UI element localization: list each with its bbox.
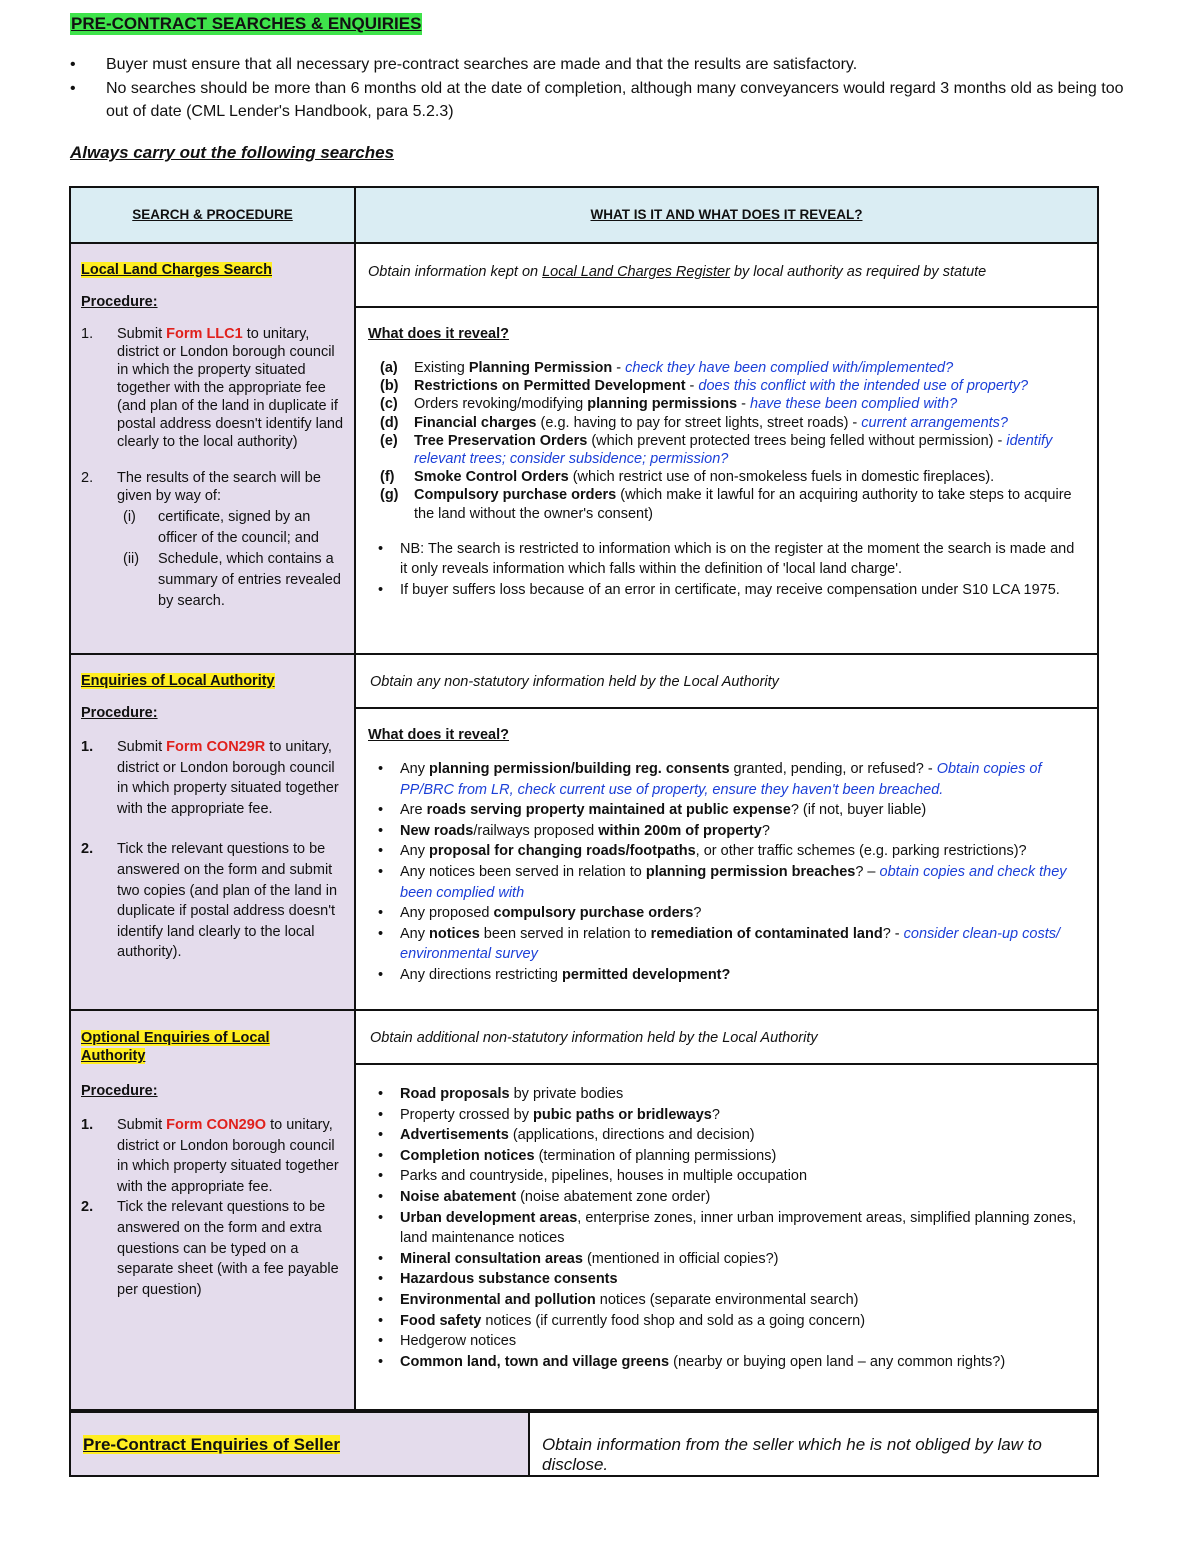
llc-desc-cell: [356, 244, 1097, 306]
item-bold: Environmental and pollution: [400, 1291, 596, 1308]
step-text: Submit: [117, 739, 167, 755]
section-heading: Always carry out the following searches: [70, 143, 395, 162]
row-divider: [71, 242, 1097, 244]
form-con29o: Form CON29O: [166, 1117, 267, 1133]
header-right-label: WHAT IS IT AND WHAT DOES IT REVEAL?: [590, 207, 863, 222]
step-text: to unitary, district or London borough council in which property situated together with the appropriate fee.: [117, 1117, 339, 1195]
oela-steps: [81, 1115, 344, 1300]
step-text: Tick the relevant questions to be answered on the form and extra questions can be typed on a separate sheet (with a fee payable per question): [117, 1199, 339, 1298]
step-text: to unitary, district or London borough council in which the property situated together with the appropriate fee (and plan of the land in duplicate if postal address doesn't identify land clearly to the local authority): [117, 326, 344, 450]
item-text: ?: [711, 1106, 720, 1123]
llc-step-1: [81, 325, 344, 451]
step-text: to unitary, district or London borough council in which property situated together with the appropriate fee.: [117, 739, 339, 817]
ela-item: [368, 759, 1083, 800]
item-text: notices (if currently food shop and sold as a going concern): [481, 1312, 866, 1329]
item-note: obtain copies and check they been complied with: [400, 863, 1067, 901]
llc-step-2: [81, 469, 344, 612]
item-text: (e.g. having to pay for street lights, street roads) -: [536, 414, 862, 431]
item-text: (noise abatement zone order): [516, 1188, 711, 1205]
item-text: (which make it lawful for an acquiring authority to take steps to acquire the land without the owner's consent): [414, 487, 1072, 522]
oela-title: Optional Enquiries of Local Authority: [81, 1030, 270, 1064]
item-letter: (d): [380, 414, 399, 431]
llc-procedure-label: Procedure:: [81, 294, 158, 310]
item-bold: Road proposals: [400, 1086, 510, 1102]
item-bold: Restrictions on Permitted Development: [414, 378, 686, 395]
item-bold: Advertisements: [400, 1127, 509, 1144]
ela-title: Enquiries of Local Authority: [81, 673, 275, 689]
item-bold: pubic paths or bridleways: [532, 1106, 712, 1123]
item-bold: proposal for changing roads/footpaths: [429, 843, 696, 860]
reveal-item: [368, 414, 1083, 432]
ela-description: Obtain any non-statutory information held by the Local Authority: [370, 674, 779, 690]
item-bold: compulsory purchase orders: [493, 905, 694, 922]
oela-item: [368, 1249, 1083, 1270]
seller-table: [69, 1411, 1099, 1477]
sub-text: certificate, signed by an officer of the council; and: [158, 509, 319, 546]
item-text: Property crossed by: [400, 1106, 533, 1123]
item-note: identify relevant trees; consider subsidence; permission?: [414, 432, 1053, 468]
llc-sub-item: [117, 507, 344, 549]
item-bold: remediation of contaminated land: [650, 925, 883, 942]
llc-steps: [81, 325, 344, 612]
ela-left-cell: [71, 655, 354, 1009]
ela-desc-cell: [356, 655, 1097, 707]
item-text: , enterprise zones, inner urban improvement areas, simplified planning zones, land maintenance notices: [400, 1209, 1077, 1247]
item-text: -: [737, 396, 751, 413]
step-number: 1.: [81, 739, 94, 755]
document-title: PRE-CONTRACT SEARCHES & ENQUIRIES: [71, 14, 422, 33]
ela-steps: [81, 737, 344, 963]
item-text: , or other traffic schemes (e.g. parking restrictions)?: [695, 843, 1027, 860]
llc-description: [368, 264, 986, 280]
local-land-charges-register: Local Land Charges Register: [542, 264, 730, 280]
item-bold: Noise abatement: [400, 1188, 517, 1205]
item-note: current arrangements?: [861, 414, 1008, 431]
item-text: Parks and countryside, pipelines, houses in multiple occupation: [400, 1168, 808, 1185]
oela-list: [368, 1084, 1083, 1372]
oela-item: [368, 1290, 1083, 1311]
item-bold: Mineral consultation areas: [400, 1250, 583, 1267]
row-divider: [354, 1063, 1097, 1065]
item-text: -: [685, 378, 699, 395]
step-text: The results of the search will be given by way of:: [117, 470, 321, 504]
oela-step-1: [81, 1115, 344, 1197]
item-bold: Completion notices: [400, 1147, 535, 1164]
ela-item: [368, 821, 1083, 842]
ela-reveal-cell: [356, 709, 1097, 1009]
item-note: consider clean-up costs/ environmental survey: [400, 925, 1061, 963]
ela-item: [368, 800, 1083, 821]
ela-reveal-label: What does it reveal?: [368, 727, 510, 743]
llc-reveal-list: [368, 359, 1083, 523]
searches-table: [69, 186, 1099, 1411]
item-note: have these been complied with?: [750, 396, 958, 413]
item-note: check they have been complied with/implemented?: [625, 360, 954, 376]
reveal-item: [368, 486, 1083, 522]
oela-step-2: [81, 1197, 344, 1300]
oela-procedure-label: Procedure:: [81, 1083, 158, 1099]
llc-notes-list: [368, 539, 1083, 601]
item-bold: Planning Permission: [468, 360, 613, 376]
item-text: (which restrict use of non-smokeless fuels in domestic fireplaces).: [568, 469, 995, 486]
item-note: Obtain copies of PP/BRC from LR, check current use of property, ensure they haven't been breached.: [400, 761, 1042, 798]
item-bold: Compulsory purchase orders: [414, 487, 617, 504]
item-text: Hedgerow notices: [400, 1333, 517, 1350]
ela-step-1: [81, 737, 344, 819]
desc-text: by local authority as required by statute: [729, 264, 987, 280]
item-text: Existing: [414, 360, 469, 376]
oela-item: [368, 1331, 1083, 1352]
item-text: ? (if not, buyer liable): [790, 802, 927, 819]
item-bold: Common land, town and village greens: [400, 1353, 670, 1370]
llc-sub-list: [117, 507, 344, 612]
reveal-item: [368, 432, 1083, 468]
row-divider: [354, 306, 1097, 308]
llc-left-cell: [71, 244, 354, 653]
sub-text: Schedule, which contains a summary of entries revealed by search.: [158, 551, 341, 609]
desc-text: Obtain information kept on: [368, 264, 543, 280]
oela-item: [368, 1208, 1083, 1249]
item-text: Any: [400, 925, 430, 942]
item-text: notices (separate environmental search): [595, 1291, 859, 1308]
item-bold: Tree Preservation Orders: [414, 432, 588, 449]
oela-description: Obtain additional non-statutory information held by the Local Authority: [370, 1030, 818, 1046]
ela-reveal-list: [368, 759, 1083, 986]
row-divider: [71, 1009, 1097, 1011]
item-text: (which prevent protected trees being felled without permission) -: [587, 432, 1007, 449]
item-letter: (c): [380, 396, 398, 413]
oela-item: [368, 1084, 1083, 1105]
oela-item: [368, 1166, 1083, 1187]
seller-description: Obtain information from the seller which he is not obliged by law to disclose.: [542, 1435, 1042, 1474]
item-text: Any proposed: [400, 905, 494, 922]
header-left-cell: [71, 188, 354, 242]
ela-step-2: [81, 839, 344, 963]
step-number: 2.: [81, 470, 94, 486]
item-bold: Smoke Control Orders: [414, 469, 569, 486]
ela-item: [368, 903, 1083, 924]
step-text: Submit: [117, 1117, 167, 1133]
item-bold: Urban development areas: [400, 1209, 578, 1226]
seller-title: Pre-Contract Enquiries of Seller: [83, 1435, 340, 1454]
llc-reveal-cell: [356, 308, 1097, 653]
item-bold: within 200m of property: [598, 822, 762, 839]
item-bold: planning permission breaches: [645, 863, 856, 880]
reveal-item: [368, 359, 1083, 377]
oela-item: [368, 1352, 1083, 1373]
item-bold: roads serving property maintained at public expense: [426, 802, 791, 819]
step-text: Submit: [117, 326, 167, 342]
ela-procedure-label: Procedure:: [81, 705, 158, 721]
oela-item: [368, 1125, 1083, 1146]
ela-item: [368, 862, 1083, 903]
item-text: by private bodies: [509, 1086, 624, 1102]
llc-reveal-label: What does it reveal?: [368, 326, 510, 342]
form-llc1: Form LLC1: [166, 326, 243, 342]
ela-item: [368, 965, 1083, 986]
item-text: (nearby or buying open land – any common rights?): [669, 1353, 1006, 1370]
sub-number: (i): [123, 509, 136, 525]
step-number: 2.: [81, 1199, 94, 1216]
llc-title: Local Land Charges Search: [81, 262, 272, 278]
oela-reveal-cell: [356, 1065, 1097, 1409]
oela-item: [368, 1187, 1083, 1208]
oela-item: [368, 1269, 1083, 1290]
item-note: does this conflict with the intended use of property?: [698, 378, 1029, 395]
item-letter: (b): [380, 378, 399, 395]
header-left-label: SEARCH & PROCEDURE: [132, 207, 293, 222]
reveal-item: [368, 395, 1083, 413]
oela-item: [368, 1146, 1083, 1167]
item-letter: (g): [380, 487, 399, 504]
reveal-item: [368, 468, 1083, 486]
llc-note: • If buyer suffers loss because of an error in certificate, may receive compensation under S10 LCA 1975.: [368, 580, 1083, 601]
item-bold: Financial charges: [414, 414, 537, 431]
item-text: Any: [400, 761, 430, 777]
oela-item: [368, 1311, 1083, 1332]
item-text: -: [612, 360, 626, 376]
oela-desc-cell: [356, 1011, 1097, 1063]
item-text: (applications, directions and decision): [508, 1127, 755, 1144]
item-text: Any: [400, 843, 430, 860]
seller-left-cell: [71, 1413, 528, 1475]
sub-number: (ii): [123, 551, 140, 567]
item-text: /railways proposed: [473, 822, 599, 839]
intro-bullet: • Buyer must ensure that all necessary pre-contract searches are made and that the results are satisfactory.: [70, 53, 1140, 76]
item-text: (mentioned in official copies?): [582, 1250, 779, 1267]
form-con29r: Form CON29R: [166, 739, 266, 755]
llc-sub-item: [117, 549, 344, 612]
item-text: ?: [693, 905, 702, 922]
intro-bullet: • No searches should be more than 6 months old at the date of completion, although many conveyancers would regard 3 months old as being too out of date (CML Lender's Handbook, para 5.2.3): [70, 77, 1140, 123]
item-text: been served in relation to: [479, 925, 651, 942]
item-bold: notices: [429, 925, 480, 942]
step-number: 2.: [81, 841, 94, 858]
intro-bullet-list: [70, 53, 1140, 124]
column-divider: [354, 188, 356, 1409]
item-text: ? -: [882, 925, 904, 942]
item-text: Any notices been served in relation to: [400, 863, 646, 880]
seller-desc-cell: [530, 1413, 1097, 1475]
item-text: Orders revoking/modifying: [414, 396, 588, 413]
ela-item: [368, 841, 1083, 862]
ela-item: [368, 924, 1083, 965]
oela-item: [368, 1105, 1083, 1126]
step-number: 1.: [81, 1117, 94, 1133]
row-divider: [354, 707, 1097, 709]
step-number: 1.: [81, 326, 94, 342]
item-text: (termination of planning permissions): [534, 1147, 777, 1164]
item-letter: (f): [380, 469, 395, 486]
llc-note: • NB: The search is restricted to information which is on the register at the moment the search is made and it only reveals information which falls within the definition of 'local land charge'.: [368, 539, 1083, 580]
item-bold: Food safety: [400, 1312, 482, 1329]
item-text: ? –: [855, 863, 880, 880]
step-text: Tick the relevant questions to be answered on the form and submit two copies (and plan of the land in duplicate if postal address doesn't identify land clearly to the local authority).: [117, 841, 338, 961]
item-text: granted, pending, or refused? -: [729, 761, 937, 777]
reveal-item: [368, 377, 1083, 395]
oela-left-cell: [71, 1011, 354, 1409]
item-text: Are: [400, 802, 427, 819]
item-bold: planning permission/building reg. consents: [429, 761, 730, 777]
item-bold: Hazardous substance consents: [400, 1271, 618, 1288]
item-bold: New roads: [400, 822, 474, 839]
item-bold: permitted development?: [561, 966, 731, 983]
item-bold: planning permissions: [587, 396, 738, 413]
row-divider: [71, 653, 1097, 655]
item-text: Any directions restricting: [400, 966, 562, 983]
item-letter: (a): [380, 360, 398, 376]
header-right-cell: [356, 188, 1097, 242]
item-letter: (e): [380, 432, 398, 449]
item-text: ?: [761, 822, 770, 839]
